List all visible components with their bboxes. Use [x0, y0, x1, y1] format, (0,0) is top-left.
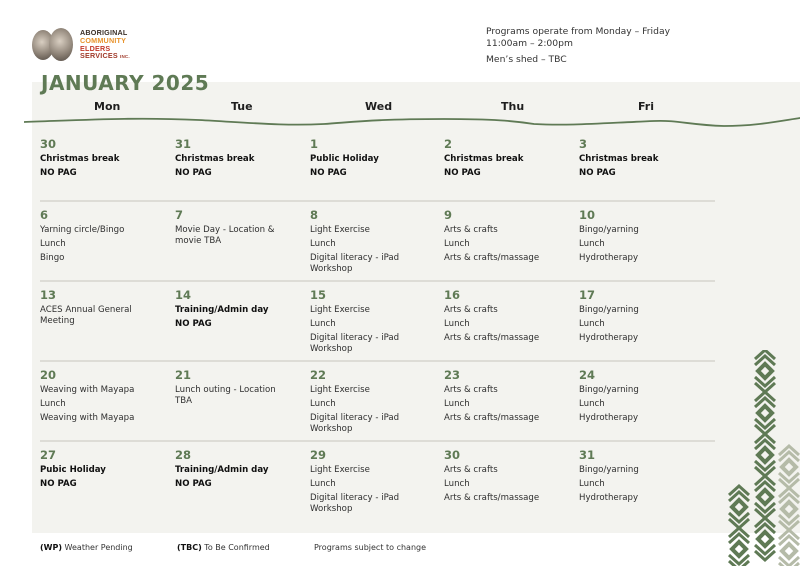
event-line: Lunch [579, 239, 605, 249]
date-number: 1 [310, 137, 319, 151]
event-line: Lunch [444, 319, 470, 329]
event-line: Lunch [40, 239, 66, 249]
program-hours: 11:00am – 2:00pm [486, 38, 573, 49]
event-line: Bingo [40, 253, 65, 263]
date-number: 22 [310, 368, 327, 382]
event-line: Pubic Holiday [40, 465, 106, 475]
day-cell [579, 448, 709, 507]
event-line: Digital literacy - iPad Workshop [310, 413, 400, 434]
day-cell [310, 368, 420, 438]
event-line: Christmas break [579, 154, 659, 164]
mens-shed-note: Men’s shed – TBC [486, 54, 567, 65]
event-line: Hydrotherapy [579, 493, 639, 503]
week-divider [40, 280, 715, 282]
event-line: Arts & crafts/massage [444, 333, 540, 343]
day-cell [579, 137, 709, 182]
logo-line-4: SERVICES INC. [80, 51, 130, 61]
wavy-divider [24, 110, 800, 134]
date-number: 2 [444, 137, 453, 151]
date-number: 13 [40, 288, 57, 302]
day-cell [579, 208, 709, 267]
day-cell [175, 208, 290, 250]
day-cell [175, 368, 290, 410]
event-line: Digital literacy - iPad Workshop [310, 253, 400, 274]
footer-legend-wp [40, 543, 133, 552]
day-cell [310, 208, 420, 278]
event-line: Hydrotherapy [579, 333, 639, 343]
footer-legend-tbc [177, 543, 270, 552]
date-number: 31 [579, 448, 596, 462]
event-line: Light Exercise [310, 305, 370, 315]
event-line: NO PAG [175, 479, 212, 489]
event-line: NO PAG [40, 168, 77, 178]
day-cell [175, 288, 305, 333]
event-line: Yarning circle/Bingo [40, 225, 125, 235]
date-number: 29 [310, 448, 327, 462]
event-line: Lunch [579, 399, 605, 409]
event-line: Light Exercise [310, 385, 370, 395]
date-number: 20 [40, 368, 57, 382]
organization-logo [32, 27, 152, 63]
date-number: 30 [40, 137, 57, 151]
event-line: Arts & crafts/massage [444, 253, 540, 263]
day-cell [40, 137, 170, 182]
date-number: 28 [175, 448, 192, 462]
date-number: 9 [444, 208, 453, 222]
day-cell [444, 448, 574, 507]
event-line: Lunch [579, 319, 605, 329]
day-cell [310, 288, 420, 358]
logo-line-1: ABORIGINAL [80, 28, 128, 38]
date-number: 30 [444, 448, 461, 462]
event-line: Lunch [444, 399, 470, 409]
event-line: Bingo/yarning [579, 225, 639, 235]
day-cell [40, 368, 170, 427]
date-number: 21 [175, 368, 192, 382]
day-header-wed: Wed [365, 100, 393, 113]
day-cell [444, 288, 574, 347]
logo-wordmark [80, 29, 130, 60]
date-number: 15 [310, 288, 327, 302]
event-line: NO PAG [175, 168, 212, 178]
date-number: 27 [40, 448, 57, 462]
event-line: Bingo/yarning [579, 385, 639, 395]
event-line: Lunch [579, 479, 605, 489]
event-line: ACES Annual General Meeting [40, 305, 132, 326]
event-line: NO PAG [444, 168, 481, 178]
event-line: Weaving with Mayapa [40, 385, 135, 395]
event-line: Hydrotherapy [579, 413, 639, 423]
day-cell [579, 368, 709, 427]
logo-line-3: ELDERS [80, 43, 111, 53]
date-number: 31 [175, 137, 192, 151]
event-line: Christmas break [175, 154, 255, 164]
event-line: NO PAG [310, 168, 347, 178]
event-line: Lunch [310, 319, 336, 329]
day-cell [444, 208, 574, 267]
legend-label: Weather Pending [64, 543, 133, 552]
event-line: Light Exercise [310, 465, 370, 475]
event-line: Lunch [310, 479, 336, 489]
date-number: 14 [175, 288, 192, 302]
event-line: Digital literacy - iPad Workshop [310, 493, 400, 514]
logo-line-2: COMMUNITY [80, 35, 127, 45]
event-line: Training/Admin day [175, 305, 269, 315]
day-cell [310, 448, 420, 518]
day-header-thu: Thu [501, 100, 525, 113]
elders-portrait-icon [32, 28, 76, 62]
event-line: NO PAG [40, 479, 77, 489]
day-cell [444, 137, 574, 182]
legend-abbr: (TBC) [177, 543, 202, 552]
day-cell [444, 368, 574, 427]
event-line: Christmas break [444, 154, 524, 164]
event-line: Digital literacy - iPad Workshop [310, 333, 400, 354]
event-line: Arts & crafts/massage [444, 413, 540, 423]
legend-label: To Be Confirmed [204, 543, 270, 552]
day-cell [579, 288, 709, 347]
event-line: Weaving with Mayapa [40, 413, 135, 423]
day-cell [175, 137, 305, 182]
event-line: Lunch outing - Location TBA [175, 385, 276, 406]
date-number: 17 [579, 288, 596, 302]
event-line: NO PAG [175, 319, 212, 329]
month-title: JANUARY 2025 [41, 71, 210, 95]
program-days: Programs operate from Monday – Friday [486, 26, 671, 37]
event-line: Public Holiday [310, 154, 379, 164]
date-number: 6 [40, 208, 49, 222]
day-cell [40, 448, 170, 493]
event-line: Lunch [40, 399, 66, 409]
event-line: Arts & crafts [444, 305, 498, 315]
event-line: Lunch [310, 399, 336, 409]
event-line: Hydrotherapy [579, 253, 639, 263]
day-cell [175, 448, 305, 493]
event-line: Lunch [444, 239, 470, 249]
day-cell [40, 208, 170, 267]
event-line: Movie Day - Location & movie TBA [175, 225, 275, 246]
date-number: 23 [444, 368, 461, 382]
date-number: 7 [175, 208, 184, 222]
legend-abbr: (WP) [40, 543, 62, 552]
day-cell [40, 288, 155, 330]
week-divider [40, 360, 715, 362]
day-cell [310, 137, 440, 182]
event-line: NO PAG [579, 168, 616, 178]
date-number: 16 [444, 288, 461, 302]
event-line: Arts & crafts [444, 225, 498, 235]
event-line: Lunch [310, 239, 336, 249]
event-line: Christmas break [40, 154, 120, 164]
event-line: Arts & crafts [444, 465, 498, 475]
event-line: Arts & crafts/massage [444, 493, 540, 503]
event-line: Light Exercise [310, 225, 370, 235]
event-line: Lunch [444, 479, 470, 489]
event-line: Bingo/yarning [579, 305, 639, 315]
date-number: 24 [579, 368, 596, 382]
date-number: 10 [579, 208, 596, 222]
week-divider [40, 200, 715, 202]
program-info [486, 26, 670, 66]
aboriginal-diamond-pattern-icon [725, 350, 800, 566]
date-number: 8 [310, 208, 319, 222]
event-line: Bingo/yarning [579, 465, 639, 475]
week-divider [40, 440, 715, 442]
date-number: 3 [579, 137, 588, 151]
event-line: Training/Admin day [175, 465, 269, 475]
day-header-mon: Mon [94, 100, 121, 113]
day-header-tue: Tue [231, 100, 253, 113]
footer-note: Programs subject to change [314, 543, 427, 552]
day-header-fri: Fri [638, 100, 655, 113]
event-line: Arts & crafts [444, 385, 498, 395]
